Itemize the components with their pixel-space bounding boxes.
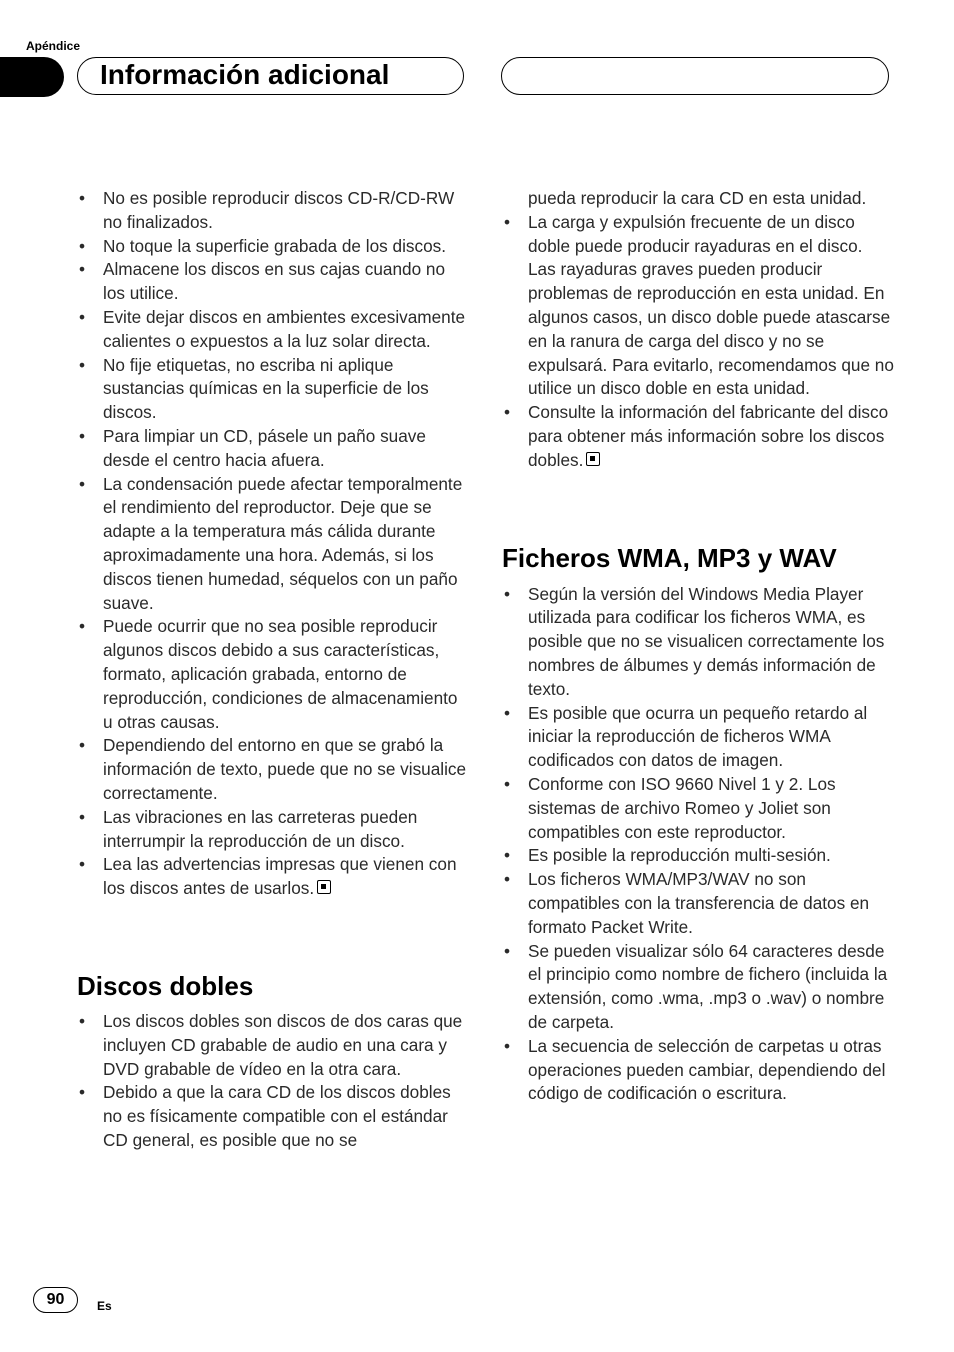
list-item-continuation: pueda reproducir la cara CD en esta unidad. xyxy=(528,188,867,208)
list-item: • Para limpiar un CD, pásele un paño suave desde el centro hacia afuera. xyxy=(79,425,426,470)
left-column xyxy=(77,187,467,1153)
header-empty-box xyxy=(501,57,889,95)
list-item: • Las vibraciones en las carreteras pueden interrumpir la reproducción de un disco. xyxy=(79,806,418,851)
discos-dobles-list xyxy=(77,1010,467,1153)
list-item: • Los discos dobles son discos de dos caras que incluyen CD grabable de audio en una cara y DVD grabable de vídeo en la otra cara. xyxy=(79,1010,463,1079)
section-tab-marker xyxy=(0,57,64,97)
disc-handling-list xyxy=(77,187,467,901)
ficheros-list xyxy=(502,583,894,1107)
list-item: • Debido a que la cara CD de los discos dobles no es físicamente compatible con el estándar CD general, es posible que no se xyxy=(79,1082,451,1150)
end-of-section-icon xyxy=(317,880,331,894)
list-item: • Es posible la reproducción multi-sesión. xyxy=(504,845,831,866)
list-item: • Almacene los discos en sus cajas cuando no los utilice. xyxy=(79,259,446,304)
list-item: • No es posible reproducir discos CD-R/CD-RW no finalizados. xyxy=(79,188,455,232)
chapter-header xyxy=(77,57,464,95)
list-item: • Puede ocurrir que no sea posible reproducir algunos discos debido a sus características, formato, aplicación grabada, entorno de reproducción, condiciones de almacenamiento u otras causas. xyxy=(79,616,458,732)
discos-dobles-heading: Discos dobles xyxy=(77,970,254,1001)
list-item: • Es posible que ocurra un pequeño retardo al iniciar la reproducción de ficheros WMA codificados con datos de imagen. xyxy=(504,702,868,771)
list-item: • No fije etiquetas, no escriba ni aplique sustancias químicas en la superficie de los discos. xyxy=(79,354,429,423)
end-of-section-icon xyxy=(586,452,600,466)
section-label: Apéndice xyxy=(26,39,81,53)
list-item: • Conforme con ISO 9660 Nivel 1 y 2. Los sistemas de archivo Romeo y Joliet son compatibles con este reproductor. xyxy=(504,773,836,842)
list-item: • Dependiendo del entorno en que se grabó la información de texto, puede que no se visualice correctamente. xyxy=(79,735,467,803)
ficheros-heading: Ficheros WMA, MP3 y WAV xyxy=(502,542,837,573)
list-item: • Según la versión del Windows Media Player utilizada para codificar los ficheros WMA, es posible que no se visualicen correctamente los nombres de álbumes y demás información de texto. xyxy=(504,583,885,699)
list-item: • La secuencia de selección de carpetas u otras operaciones pueden cambiar, dependiendo del código de codificación o escritura. xyxy=(504,1035,886,1104)
list-item: • No toque la superficie grabada de los discos. xyxy=(79,235,447,256)
list-item: • Evite dejar discos en ambientes excesivamente calientes o expuestos a la luz solar directa. xyxy=(79,306,466,351)
language-code: Es xyxy=(97,1299,112,1313)
right-column xyxy=(502,187,894,1106)
list-item: • Se pueden visualizar sólo 64 caracteres desde el principio como nombre de fichero (incluida la extensión, como .wma, .mp3 o .wav) o nombre de carpeta. xyxy=(504,940,888,1032)
discos-dobles-list-continued xyxy=(502,211,894,473)
list-item: • Lea las advertencias impresas que vienen con los discos antes de usarlos. xyxy=(79,854,457,899)
list-item: • Consulte la información del fabricante del disco para obtener más información sobre los discos dobles. xyxy=(504,402,889,470)
page-number: 90 xyxy=(33,1287,78,1313)
list-item: • La condensación puede afectar temporalmente el rendimiento del reproductor. Deje que se adapte a la temperatura más cálida durante aproximadamente una hora. Además, si los discos tienen humedad, séquelos con un paño suave. xyxy=(79,473,463,613)
chapter-title: Información adicional xyxy=(100,59,390,90)
list-item: • La carga y expulsión frecuente de un disco doble puede producir rayaduras en el disco. Las rayaduras graves pueden producir problemas de reproducción en esta unidad. En algunos casos, un disco doble puede atascarse en la ranura de carga del disco y no se expulsará. Para evitarlo, recomendamos que no utilice un disco doble en esta unidad. xyxy=(504,211,894,399)
list-item: • Los ficheros WMA/MP3/WAV no son compatibles con la transferencia de datos en formato Packet Write. xyxy=(504,869,870,937)
